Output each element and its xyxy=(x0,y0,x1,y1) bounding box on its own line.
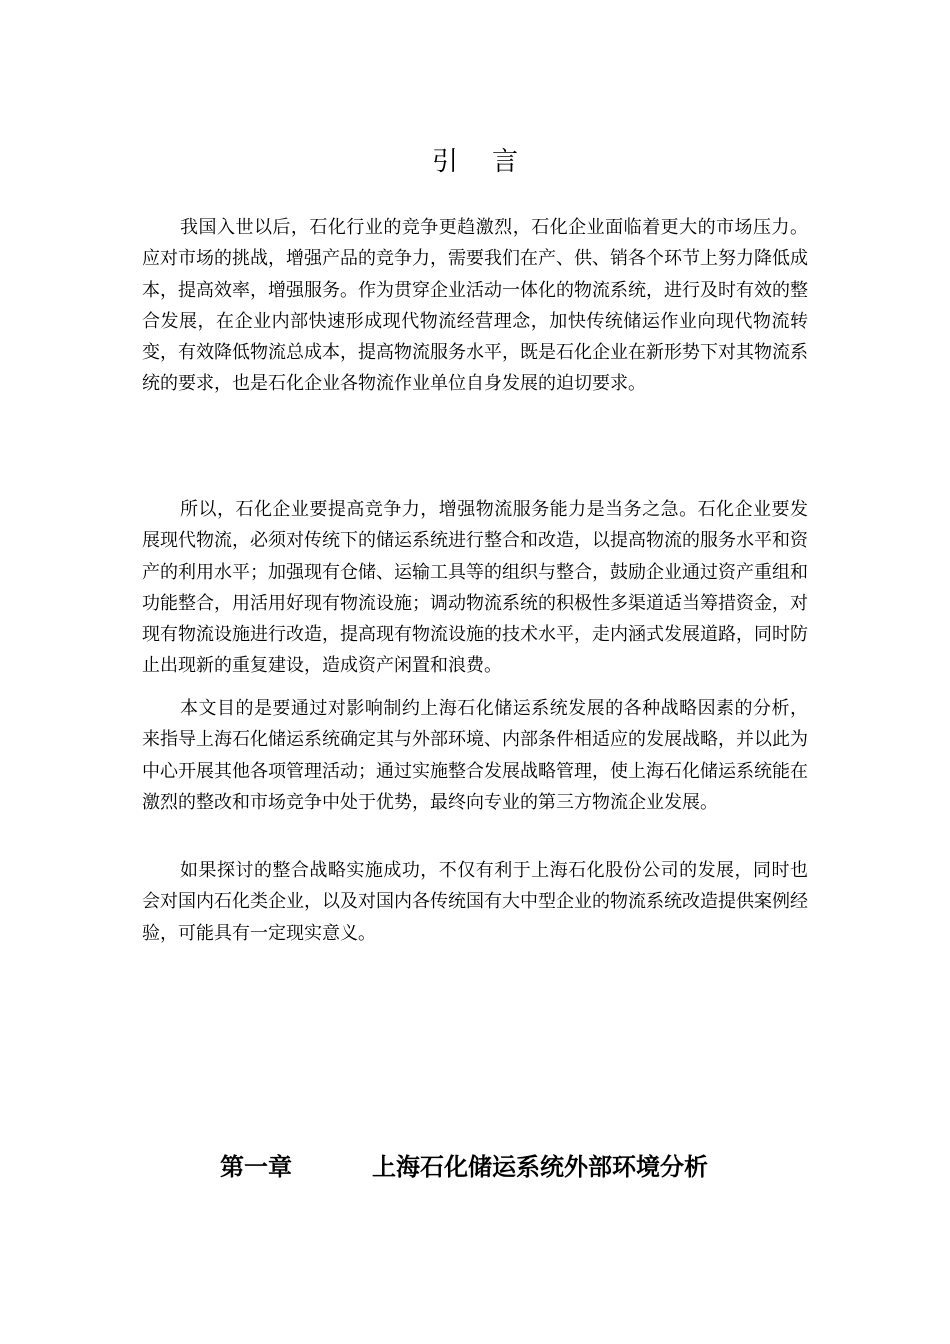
title-char-2: 言 xyxy=(492,147,519,177)
chapter-number: 第一章 xyxy=(220,1153,292,1181)
page-title xyxy=(0,144,950,180)
paragraph-4: 如果探讨的整合战略实施成功，不仅有利于上海石化股份公司的发展，同时也会对国内石化类企业，以及对国内各传统国有大中型企业的物流系统改造提供案例经验，可能具有一定现实意义。 xyxy=(142,860,808,944)
title-char-1: 引 xyxy=(431,147,458,177)
chapter-title: 上海石化储运系统外部环境分析 xyxy=(372,1153,708,1181)
paragraph-3: 本文目的是要通过对影响制约上海石化储运系统发展的各种战略因素的分析，来指导上海石化储运系统确定其与外部环境、内部条件相适应的发展战略，并以此为中心开展其他各项管理活动；通过实施整合发展战略管理，使上海石化储运系统能在激烈的整改和市场竞争中处于优势，最终向专业的第三方物流企业发展。 xyxy=(142,698,808,813)
paragraph-2: 所以，石化企业要提高竞争力，增强物流服务能力是当务之急。石化企业要发展现代物流，必须对传统下的储运系统进行整合和改造，以提高物流的服务水平和资产的利用水平；加强现有仓储、运输工具等的组织与整合，鼓励企业通过资产重组和功能整合，用活用好现有物流设施；调动物流系统的积极性多渠道适当筹措资金，对现有物流设施进行改造，提高现有物流设施的技术水平，走内涵式发展道路，同时防止出现新的重复建设，造成资产闲置和浪费。 xyxy=(142,499,808,677)
paragraph-1: 我国入世以后，石化行业的竞争更趋激烈，石化企业面临着更大的市场压力。应对市场的挑战，增强产品的竞争力，需要我们在产、供、销各个环节上努力降低成本，提高效率，增强服务。作为贯穿企业活动一体化的物流系统，进行及时有效的整合发展，在企业内部快速形成现代物流经营理念，加快传统储运作业向现代物流转变，有效降低物流总成本，提高物流服务水平，既是石化企业在新形势下对其物流系统的要求，也是石化企业各物流作业单位自身发展的迫切要求。 xyxy=(142,217,808,395)
